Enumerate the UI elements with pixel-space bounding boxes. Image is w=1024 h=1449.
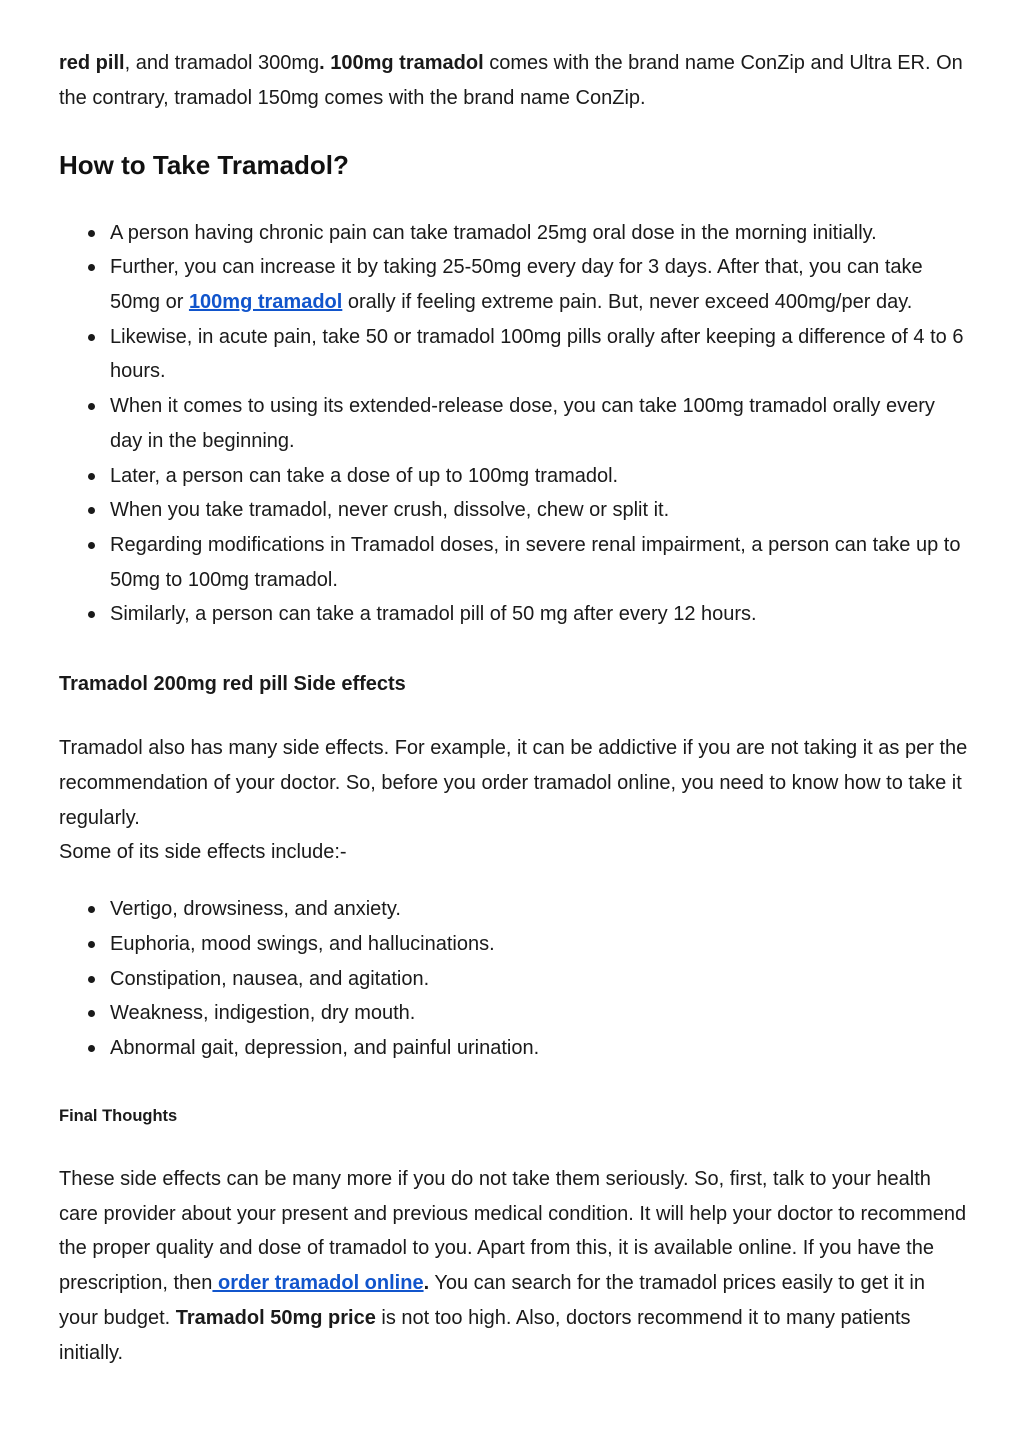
final-period: .: [423, 1272, 430, 1295]
intro-bold-red-pill: red pill: [59, 52, 125, 74]
how-to-item-2-text-before: Further, you can increase it by taking 25-50mg every day for 3 days. After that, you can take 50mg or: [110, 256, 923, 313]
how-to-item-4: When it comes to using its extended-release dose, you can take 100mg tramadol orally every day in the beginning.: [110, 389, 969, 458]
side-effects-list: [59, 892, 969, 1066]
side-effects-paragraph: Tramadol also has many side effects. For example, it can be addictive if you are not taking it as per the recommendation of your doctor. So, before you order tramadol online, you need to know how to take it regularly.: [59, 737, 968, 829]
intro-text-1: , and tramadol 300mg: [124, 52, 320, 74]
intro-paragraph: [59, 46, 969, 116]
side-effects-lead: Some of its side effects include:-: [59, 841, 347, 864]
how-to-item-7: Regarding modifications in Tramadol doses, in severe renal impairment, a person can take up to 50mg to 100mg tramadol.: [110, 528, 969, 597]
final-text-2: You can search for the tramadol prices easily to get it in your budget.: [59, 1272, 925, 1329]
link-100mg-tramadol[interactable]: 100mg tramadol: [188, 291, 343, 313]
final-text-1: These side effects can be many more if you do not take them seriously. So, first, talk to your health care provider about your present and previous medical condition. It will help your doctor to recommend the proper quality and dose of tramadol to you. Apart from this, it is available online. If you have the prescription, then: [59, 1167, 967, 1295]
final-bold-price: Tramadol 50mg price: [175, 1306, 376, 1329]
intro-text-2: comes with the brand name ConZip and Ultra ER. On the contrary, tramadol 150mg comes with the brand name ConZip.: [59, 52, 963, 109]
document-page: [59, 46, 969, 1371]
side-effect-item: Vertigo, drowsiness, and anxiety.: [110, 892, 969, 927]
how-to-list: [59, 216, 969, 632]
intro-bold-100mg: . 100mg tramadol: [319, 52, 484, 74]
how-to-item-3: Likewise, in acute pain, take 50 or tramadol 100mg pills orally after keeping a difference of 4 to 6 hours.: [110, 320, 969, 389]
final-thoughts-heading: Final Thoughts: [59, 1106, 178, 1125]
how-to-item-6: When you take tramadol, never crush, dissolve, chew or split it.: [110, 493, 969, 528]
how-to-item-2-text-after: orally if feeling extreme pain. But, never exceed 400mg/per day.: [342, 291, 913, 313]
how-to-item-1: A person having chronic pain can take tramadol 25mg oral dose in the morning initially.: [110, 216, 969, 251]
side-effect-item: Weakness, indigestion, dry mouth.: [110, 996, 969, 1031]
side-effects-heading: Tramadol 200mg red pill Side effects: [59, 673, 406, 696]
final-text-3: is not too high. Also, doctors recommend it to many patients initially.: [59, 1306, 911, 1364]
how-to-item-8: Similarly, a person can take a tramadol pill of 50 mg after every 12 hours.: [110, 597, 969, 632]
side-effect-item: Euphoria, mood swings, and hallucinations.: [110, 927, 969, 962]
how-to-item-2: [110, 250, 969, 319]
final-thoughts-paragraph: [59, 1162, 969, 1371]
how-to-item-5: Later, a person can take a dose of up to 100mg tramadol.: [110, 459, 969, 494]
how-to-heading: How to Take Tramadol?: [59, 149, 349, 180]
link-order-tramadol-online[interactable]: order tramadol online: [212, 1272, 424, 1295]
side-effect-item: Abnormal gait, depression, and painful urination.: [110, 1031, 969, 1066]
side-effect-item: Constipation, nausea, and agitation.: [110, 962, 969, 997]
